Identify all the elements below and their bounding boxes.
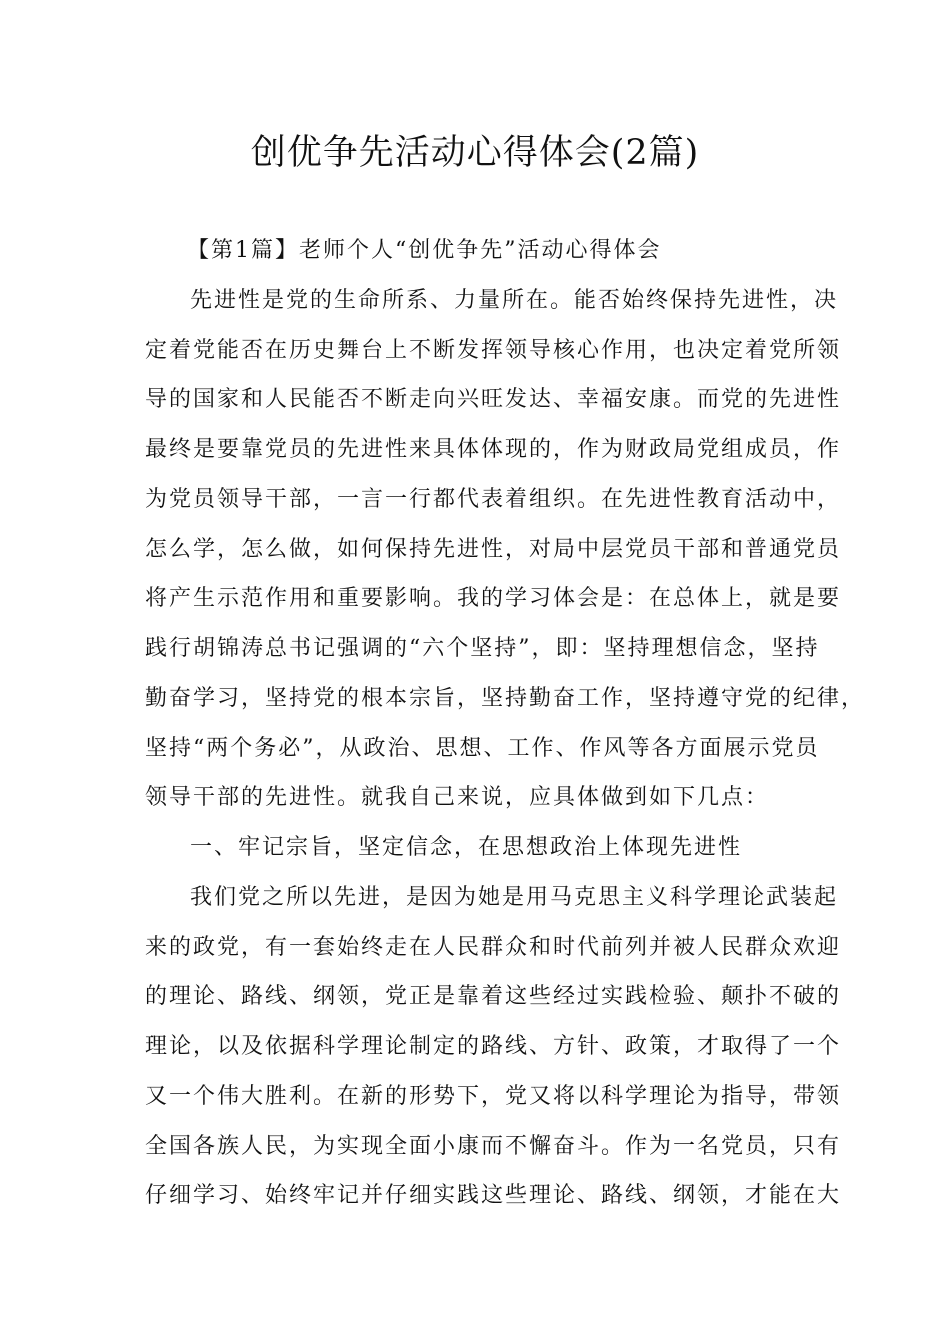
paragraph-line: 定着党能否在历史舞台上不断发挥领导核心作用，也决定着党所领 <box>145 338 842 363</box>
paragraph-line: 坚持“两个务必”，从政治、思想、工作、作风等各方面展示党员 <box>145 736 820 761</box>
paragraph-line: 来的政党，有一套始终走在人民群众和时代前列并被人民群众欢迎 <box>145 935 842 960</box>
paragraph-line: 将产生示范作用和重要影响。我的学习体会是：在总体上，就是要 <box>145 586 842 611</box>
paragraph-line: 全国各族人民，为实现全面小康而不懈奋斗。作为一名党员，只有 <box>145 1134 842 1159</box>
paragraph-line: 领导干部的先进性。就我自己来说，应具体做到如下几点： <box>145 785 770 810</box>
paragraph-line: 仔细学习、始终牢记并仔细实践这些理论、路线、纲领，才能在大 <box>145 1183 842 1208</box>
paragraph-line: 的理论、路线、纲领，党正是靠着这些经过实践检验、颠扑不破的 <box>145 984 842 1009</box>
paragraph-line: 导的国家和人民能否不断走向兴旺发达、幸福安康。而党的先进性 <box>145 387 842 412</box>
subsection-heading: 一、牢记宗旨，坚定信念，在思想政治上体现先进性 <box>190 835 743 860</box>
paragraph-line: 先进性是党的生命所系、力量所在。能否始终保持先进性，决 <box>190 288 839 313</box>
paragraph-line: 又一个伟大胜利。在新的形势下，党又将以科学理论为指导，带领 <box>145 1084 842 1109</box>
document-title: 创优争先活动心得体会(2篇) <box>250 133 700 173</box>
paragraph-line: 最终是要靠党员的先进性来具体体现的，作为财政局党组成员，作 <box>145 437 842 462</box>
paragraph-line: 勤奋学习，坚持党的根本宗旨，坚持勤奋工作，坚持遵守党的纪律， <box>145 686 866 711</box>
paragraph-line: 为党员领导干部，一言一行都代表着组织。在先进性教育活动中， <box>145 487 842 512</box>
paragraph-line: 我们党之所以先进，是因为她是用马克思主义科学理论武装起 <box>190 885 839 910</box>
section-heading-part-1: 【第1篇】老师个人“创优争先”活动心得体会 <box>187 238 662 263</box>
paragraph-line: 理论，以及依据科学理论制定的路线、方针、政策，才取得了一个 <box>145 1034 842 1059</box>
paragraph-line: 践行胡锦涛总书记强调的“六个坚持”，即：坚持理想信念，坚持 <box>145 636 820 661</box>
paragraph-line: 怎么学，怎么做，如何保持先进性，对局中层党员干部和普通党员 <box>145 537 842 562</box>
